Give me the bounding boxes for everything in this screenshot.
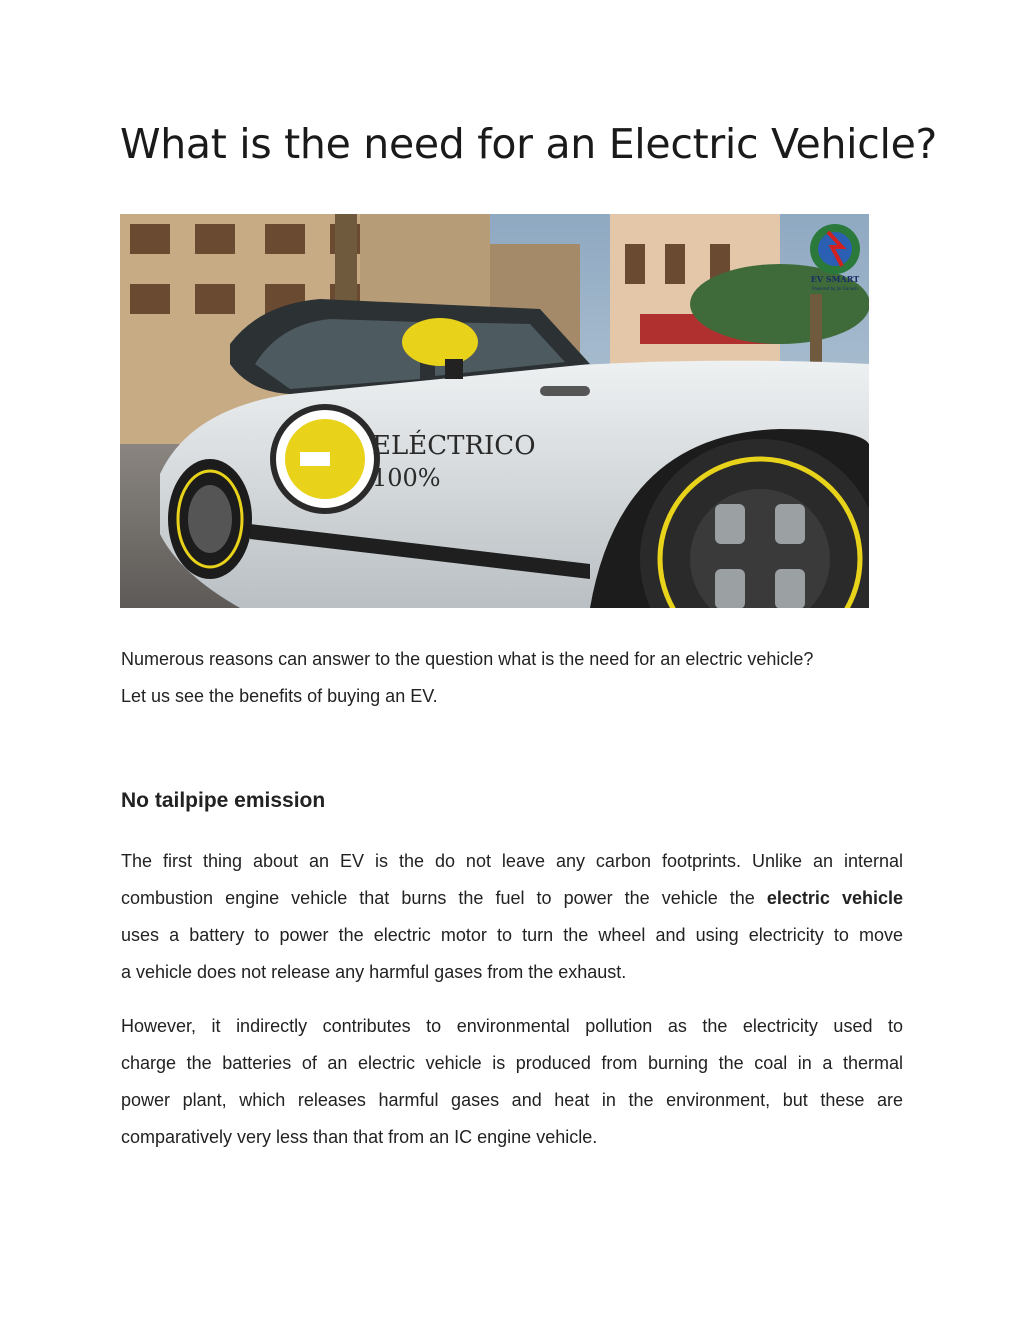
- intro-line: Let us see the benefits of buying an EV.: [121, 686, 438, 706]
- paragraph-line: comparatively very less than that from an IC engine vehicle.: [121, 1127, 598, 1147]
- page-title: What is the need for an Electric Vehicle?: [120, 120, 937, 168]
- paragraph-line: a vehicle does not release any harmful gases from the exhaust.: [121, 962, 627, 982]
- paragraph-line: The first thing about an EV is the do not leave any carbon footprints. Unlike an internal: [121, 851, 903, 871]
- door-text-line1: ELÉCTRICO: [372, 431, 536, 461]
- door-text-line2: 100%: [372, 464, 441, 492]
- paragraph-line: uses a battery to power the electric motor to turn the wheel and using electricity to move: [121, 925, 903, 945]
- intro-paragraph: [121, 641, 903, 715]
- logo-text: EV SMART: [810, 274, 860, 284]
- intro-line: Numerous reasons can answer to the question what is the need for an electric vehicle?: [121, 649, 814, 669]
- paragraph-line: However, it indirectly contributes to environmental pollution as the electricity used to: [121, 1016, 903, 1036]
- paragraph-text: combustion engine vehicle that burns the fuel to power the vehicle the: [121, 888, 767, 908]
- logo-tagline: Powered by Jai Ganesh: [812, 286, 858, 291]
- paragraph-line: charge the batteries of an electric vehicle is produced from burning the coal in a thermal: [121, 1053, 903, 1073]
- bold-term: electric vehicle: [766, 888, 903, 908]
- paragraph-line: [121, 880, 903, 917]
- paragraph-1: [121, 843, 903, 991]
- section-heading: No tailpipe emission: [121, 789, 326, 812]
- hero-image: [120, 214, 869, 608]
- paragraph-line: power plant, which releases harmful gases and heat in the environment, but these are: [121, 1090, 903, 1110]
- ev-smart-logo: [810, 224, 860, 291]
- paragraph-2: [121, 1008, 903, 1156]
